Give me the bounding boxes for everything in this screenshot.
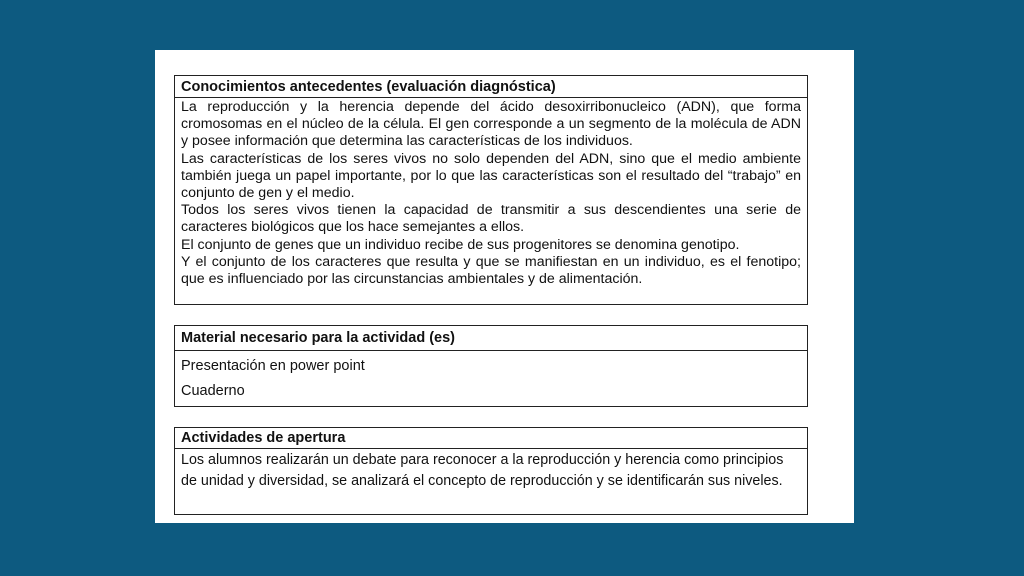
- background-knowledge-box: [174, 75, 808, 305]
- opening-activities-text: Los alumnos realizarán un debate para reconocer a la reproducción y herencia como principios de unidad y diversidad, se analizará el concepto de reproducción y se identificarán sus niveles.: [181, 452, 784, 489]
- paragraph: La reproducción y la herencia depende del ácido desoxirribonucleico (ADN), que forma cromosomas en el núcleo de la célula. El gen corresponde a un segmento de la molécula de ADN y posee información que determina las características de los individuos.: [181, 99, 801, 150]
- opening-activities-box: [174, 427, 808, 515]
- paragraph: Todos los seres vivos tienen la capacidad de transmitir a sus descendientes una serie de caracteres biológicos que los hace semejantes a ellos.: [181, 202, 801, 236]
- background-knowledge-title: Conocimientos antecedentes (evaluación diagnóstica): [175, 76, 807, 98]
- list-item: Cuaderno: [181, 383, 245, 399]
- opening-activities-body: [175, 449, 807, 492]
- materials-list: [175, 351, 807, 404]
- paragraph: El conjunto de genes que un individuo recibe de sus progenitores se denomina genotipo.: [181, 236, 740, 253]
- materials-title: Material necesario para la actividad (es): [175, 326, 807, 351]
- document-page: [155, 50, 854, 523]
- materials-box: [174, 325, 808, 407]
- paragraph: Y el conjunto de los caracteres que resulta y que se manifiestan en un individuo, es el fenotipo; que es influenciado por las circunstancias ambientales y de alimentación.: [181, 253, 801, 288]
- opening-activities-title: Actividades de apertura: [175, 428, 807, 449]
- background-knowledge-body: [175, 98, 807, 288]
- list-item: Presentación en power point: [181, 358, 365, 374]
- paragraph: Las características de los seres vivos no solo dependen del ADN, sino que el medio ambiente también juega un papel importante, por lo que las características son el resultado del “trabajo” en conjunto de gen y el medio.: [181, 150, 801, 202]
